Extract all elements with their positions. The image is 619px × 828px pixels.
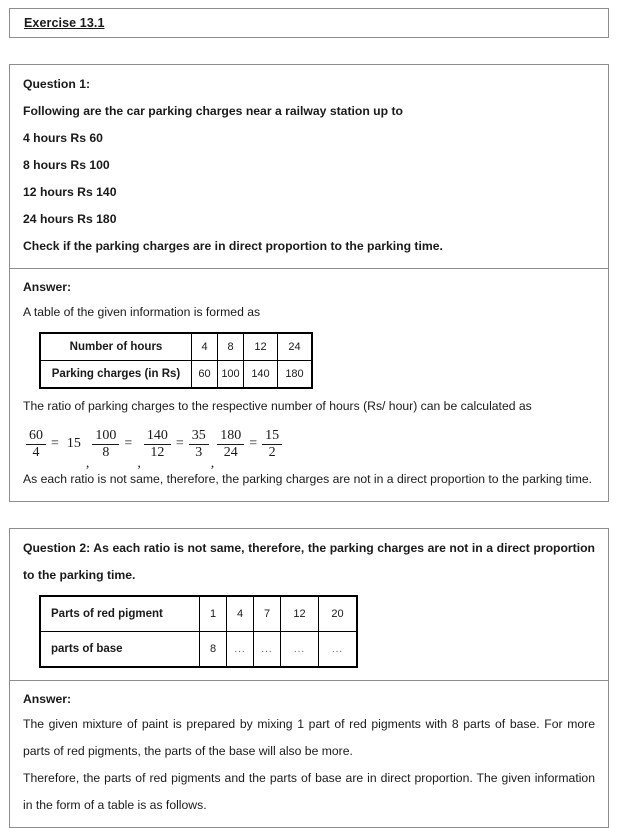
- cell-pigment-2: 4: [227, 596, 254, 632]
- cell-charges-2: 100: [218, 361, 244, 389]
- table-row: [40, 632, 357, 668]
- question-1-label: Question 1:: [23, 77, 91, 91]
- cell-base-3: ...: [254, 632, 281, 668]
- question-1-task: Check if the parking charges are in direct proportion to the parking time.: [23, 239, 443, 253]
- table-row: [40, 596, 357, 632]
- table-row: [40, 333, 312, 361]
- charge-item-2: 8 hours Rs 100: [23, 158, 110, 172]
- fraction-15-over-2: [262, 429, 282, 460]
- equals-sign-3: =: [175, 436, 184, 451]
- cell-pigment-3: 7: [254, 596, 281, 632]
- comma-2: ,: [137, 456, 141, 471]
- cell-base-2: ...: [227, 632, 254, 668]
- cell-hours-1: 4: [192, 333, 218, 361]
- numerator: 35: [189, 429, 209, 445]
- question-1-answer: [10, 268, 608, 501]
- denominator: 3: [195, 444, 203, 460]
- row-header-base: parts of base: [40, 632, 200, 668]
- denominator: 12: [150, 444, 165, 460]
- numerator: 60: [26, 429, 46, 445]
- cell-pigment-4: 12: [281, 596, 319, 632]
- answer-1-intro: A table of the given information is formed as: [23, 305, 261, 319]
- answer-label-1: Answer:: [23, 280, 72, 294]
- denominator: 2: [268, 444, 276, 460]
- cell-charges-4: 180: [278, 361, 313, 389]
- fraction-35-over-3: [189, 429, 209, 460]
- ratio-equation: [25, 424, 595, 471]
- cell-pigment-5: 20: [319, 596, 358, 632]
- fraction-140-over-12: [144, 429, 171, 460]
- cell-hours-3: 12: [244, 333, 278, 361]
- charge-item-1: 4 hours Rs 60: [23, 131, 103, 145]
- numerator: 15: [262, 429, 282, 445]
- answer-2-paragraph-1: The given mixture of paint is prepared by mixing 1 part of red pigments with 8 parts of base. For more parts of red pigments, the parts of the base will also be more.: [23, 717, 595, 758]
- pigment-base-table: [39, 595, 358, 668]
- denominator: 4: [32, 444, 40, 460]
- fraction-60-over-4: [26, 429, 46, 460]
- page-title: Exercise 13.1: [24, 16, 105, 30]
- denominator: 8: [102, 444, 110, 460]
- charge-item-3: 12 hours Rs 140: [23, 185, 117, 199]
- question-2-box: [9, 528, 609, 828]
- charge-item-4: 24 hours Rs 180: [23, 212, 117, 226]
- result-15: 15: [66, 436, 81, 451]
- ratio-intro-text: The ratio of parking charges to the respective number of hours (Rs/ hour) can be calculated as: [23, 399, 532, 413]
- cell-hours-4: 24: [278, 333, 313, 361]
- question-1-box: [9, 64, 609, 502]
- cell-base-4: ...: [281, 632, 319, 668]
- cell-charges-1: 60: [192, 361, 218, 389]
- cell-charges-3: 140: [244, 361, 278, 389]
- numerator: 140: [144, 429, 171, 445]
- question-1-statement: [10, 65, 608, 268]
- numerator: 100: [92, 429, 119, 445]
- row-header-red-pigment: Parts of red pigment: [40, 596, 200, 632]
- parking-charges-table: [39, 332, 313, 389]
- row-header-hours: Number of hours: [40, 333, 192, 361]
- question-2-heading: Question 2: As each ratio is not same, therefore, the parking charges are not in a direct proportion to the parking time.: [23, 541, 595, 582]
- comma-1: ,: [85, 456, 90, 471]
- cell-pigment-1: 1: [200, 596, 227, 632]
- table-row: [40, 361, 312, 389]
- exercise-header-box: [9, 8, 609, 38]
- cell-base-5: ...: [319, 632, 358, 668]
- cell-hours-2: 8: [218, 333, 244, 361]
- equals-sign-1: =: [51, 436, 59, 451]
- answer-label-2: Answer:: [23, 692, 72, 706]
- cell-base-1: 8: [200, 632, 227, 668]
- numerator: 180: [217, 429, 244, 445]
- fraction-100-over-8: [92, 429, 119, 460]
- comma-3: ,: [210, 456, 215, 471]
- equals-sign-2: =: [124, 436, 133, 451]
- row-header-charges: Parking charges (in Rs): [40, 361, 192, 389]
- answer-1-conclusion: As each ratio is not same, therefore, the parking charges are not in a direct proportion to the parking time.: [23, 472, 593, 486]
- equals-sign-4: =: [249, 436, 258, 451]
- denominator: 24: [223, 444, 238, 460]
- question-2-statement: [10, 529, 608, 680]
- question-1-intro: Following are the car parking charges near a railway station up to: [23, 104, 403, 118]
- answer-2-paragraph-2: Therefore, the parts of red pigments and the parts of base are in direct proportion. The given information in the form of a table is as follows.: [23, 771, 595, 812]
- question-2-answer: [10, 680, 608, 827]
- fraction-180-over-24: [217, 429, 244, 460]
